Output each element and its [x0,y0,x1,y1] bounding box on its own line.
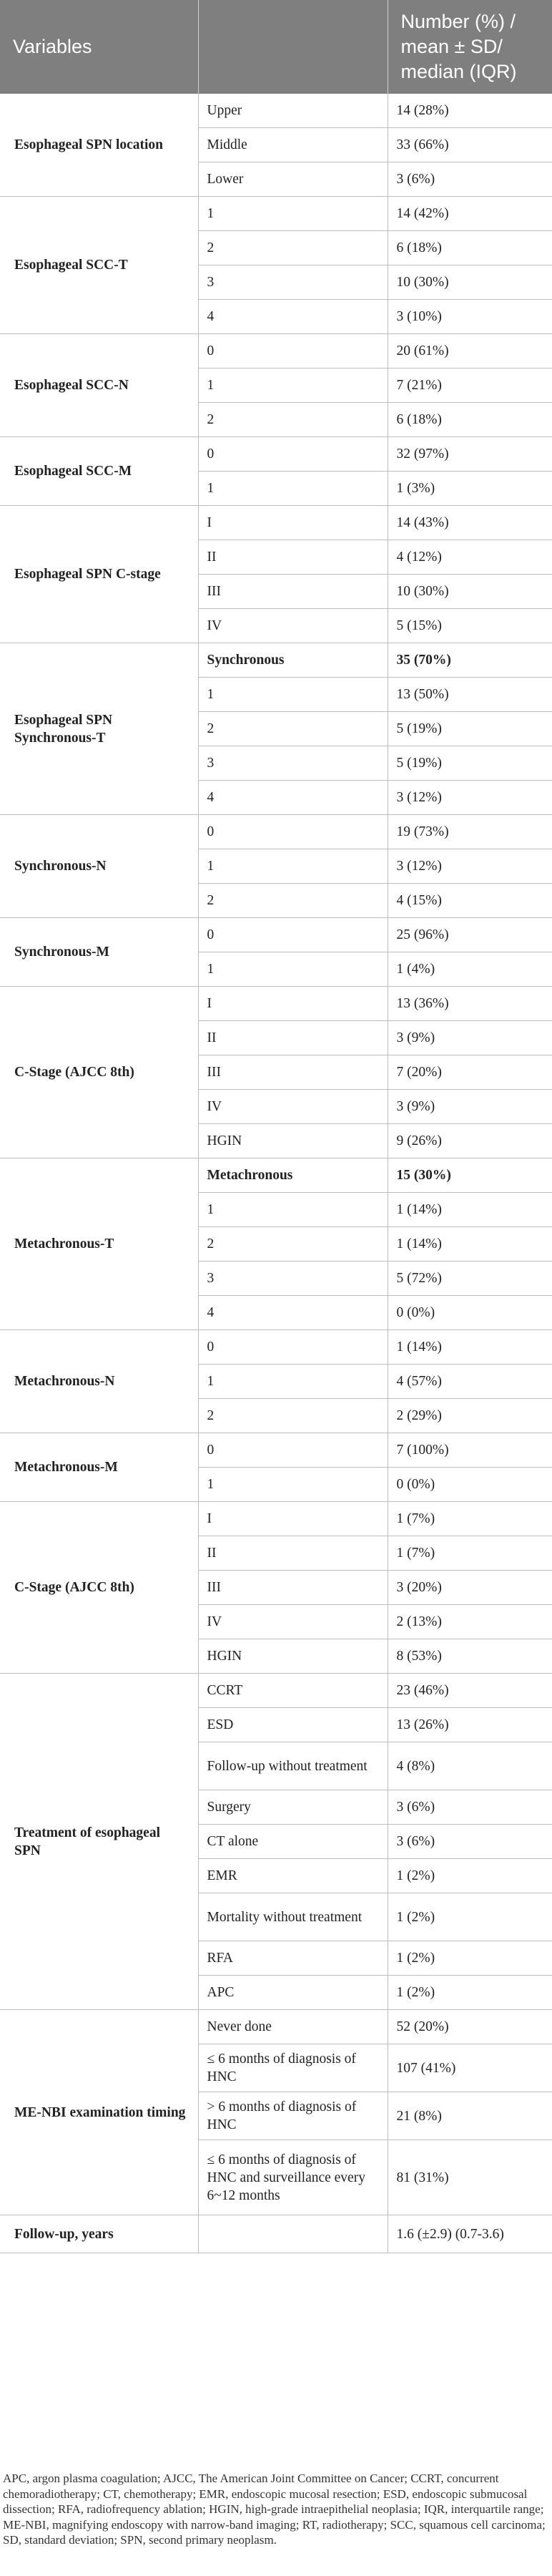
category-cell [198,2215,388,2253]
value-cell: 2 (29%) [388,1399,552,1433]
category-cell: 2 [198,1227,388,1262]
table-row [0,918,552,952]
table-row [0,197,552,231]
variable-label: C-Stage (AJCC 8th) [0,987,198,1158]
category-cell: II [198,1021,388,1055]
value-cell: 3 (9%) [388,1090,552,1124]
category-cell: 1 [198,1193,388,1227]
value-cell: 13 (50%) [388,678,552,712]
category-cell: 0 [198,918,388,952]
value-cell: 4 (57%) [388,1365,552,1399]
value-cell: 10 (30%) [388,575,552,609]
value-cell: 3 (10%) [388,300,552,334]
header-number: Number (%) / mean ± SD/ median (IQR) [388,0,552,94]
category-cell: IV [198,1605,388,1639]
category-cell: HGIN [198,1639,388,1674]
variable-label: Synchronous-M [0,918,198,987]
category-cell: IV [198,1090,388,1124]
value-cell: 1 (2%) [388,1941,552,1976]
value-cell: 1 (14%) [388,1227,552,1262]
variable-label: C-Stage (AJCC 8th) [0,1502,198,1674]
category-cell: Lower [198,162,388,197]
table-row [0,437,552,472]
table-row [0,1502,552,1536]
value-cell: 1 (2%) [388,1859,552,1893]
value-cell: 1 (3%) [388,472,552,506]
value-cell: 33 (66%) [388,128,552,162]
value-cell: 1 (2%) [388,1976,552,2010]
value-cell: 6 (18%) [388,403,552,437]
category-cell: 1 [198,369,388,403]
category-cell: 1 [198,1365,388,1399]
category-cell: III [198,575,388,609]
value-cell: 1 (4%) [388,952,552,987]
category-cell: Mortality without treatment [198,1893,388,1941]
category-cell: 4 [198,781,388,815]
table-row [0,334,552,369]
category-cell: 2 [198,403,388,437]
category-cell: 1 [198,678,388,712]
table-row [0,1433,552,1468]
category-cell: 2 [198,231,388,265]
category-cell: CCRT [198,1674,388,1708]
table-body [0,94,552,2253]
value-cell: 35 (70%) [388,643,552,678]
value-cell: 4 (8%) [388,1742,552,1790]
value-cell: 5 (19%) [388,712,552,746]
value-cell: 19 (73%) [388,815,552,849]
value-cell: 9 (26%) [388,1124,552,1158]
value-cell: 3 (9%) [388,1021,552,1055]
category-cell: RFA [198,1941,388,1976]
category-cell: 1 [198,1468,388,1502]
value-cell: 14 (42%) [388,197,552,231]
header-options [198,0,388,94]
variable-label: Esophageal SCC-M [0,437,198,506]
category-cell: Never done [198,2010,388,2044]
value-cell: 1.6 (±2.9) (0.7-3.6) [388,2215,552,2253]
value-cell: 7 (21%) [388,369,552,403]
category-cell: 0 [198,334,388,369]
value-cell: 25 (96%) [388,918,552,952]
variable-label: Metachronous-M [0,1433,198,1502]
value-cell: 1 (14%) [388,1193,552,1227]
category-cell: ≤ 6 months of diagnosis of HNC and surveillance every 6~12 months [198,2140,388,2215]
table-footnote: APC, argon plasma coagulation; AJCC, The American Joint Committee on Cancer; CCRT, concurrent chemoradiotherapy; CT, chemotherapy; EMR, endoscopic mucosal resection; ESD, endoscopic submucosal dissection; RFA, radiofrequency ablation; HGIN, high-grade intraepithelial neoplasia; IQR, interquartile range; ME-NBI, magnifying endoscopy with narrow-band imaging; RT, radiotherapy; SCC, squamous cell carcinoma; SD, standard deviation; SPN, second primary neoplasm. [3,2472,546,2547]
value-cell: 3 (12%) [388,849,552,884]
value-cell: 14 (28%) [388,94,552,128]
table-row [0,1330,552,1365]
value-cell: 7 (100%) [388,1433,552,1468]
category-cell: > 6 months of diagnosis of HNC [198,2092,388,2140]
table-row [0,643,552,678]
value-cell: 5 (72%) [388,1262,552,1296]
value-cell: 23 (46%) [388,1674,552,1708]
category-cell: 0 [198,815,388,849]
value-cell: 20 (61%) [388,334,552,369]
category-cell: 2 [198,1399,388,1433]
variable-label: Esophageal SCC-T [0,197,198,334]
category-cell: III [198,1571,388,1605]
value-cell: 3 (6%) [388,1825,552,1859]
value-cell: 21 (8%) [388,2092,552,2140]
variable-label: Esophageal SPN location [0,94,198,197]
table-row [0,2010,552,2044]
category-cell: 0 [198,1330,388,1365]
value-cell: 5 (19%) [388,746,552,781]
value-cell: 0 (0%) [388,1468,552,1502]
category-cell: I [198,1502,388,1536]
value-cell: 6 (18%) [388,231,552,265]
value-cell: 107 (41%) [388,2044,552,2092]
table-row [0,506,552,540]
header-row [0,0,552,94]
category-cell: ≤ 6 months of diagnosis of HNC [198,2044,388,2092]
variable-label: Treatment of esophageal SPN [0,1674,198,2010]
variable-label: Follow-up, years [0,2215,198,2253]
category-cell: Middle [198,128,388,162]
value-cell: 8 (53%) [388,1639,552,1674]
category-cell: II [198,1536,388,1571]
value-cell: 3 (6%) [388,162,552,197]
value-cell: 10 (30%) [388,265,552,300]
value-cell: 15 (30%) [388,1158,552,1193]
value-cell: 81 (31%) [388,2140,552,2215]
value-cell: 4 (15%) [388,884,552,918]
category-cell: 3 [198,1262,388,1296]
category-cell: 0 [198,437,388,472]
category-cell: Synchronous [198,643,388,678]
category-cell: Upper [198,94,388,128]
category-cell: 2 [198,712,388,746]
variable-label: Metachronous-T [0,1158,198,1330]
value-cell: 3 (12%) [388,781,552,815]
table-row [0,2215,552,2253]
value-cell: 13 (36%) [388,987,552,1021]
value-cell: 13 (26%) [388,1708,552,1742]
category-cell: 1 [198,472,388,506]
variable-label: Esophageal SPN Synchronous-T [0,643,198,815]
category-cell: EMR [198,1859,388,1893]
variable-label: Esophageal SCC-N [0,334,198,437]
category-cell: IV [198,609,388,643]
variable-label: Metachronous-N [0,1330,198,1433]
value-cell: 7 (20%) [388,1055,552,1090]
value-cell: 1 (7%) [388,1502,552,1536]
category-cell: APC [198,1976,388,2010]
category-cell: 4 [198,1296,388,1330]
table-row [0,815,552,849]
value-cell: 1 (2%) [388,1893,552,1941]
value-cell: 3 (20%) [388,1571,552,1605]
table-row [0,1158,552,1193]
variable-label: ME-NBI examination timing [0,2010,198,2215]
category-cell: II [198,540,388,575]
category-cell: I [198,506,388,540]
category-cell: HGIN [198,1124,388,1158]
category-cell: CT alone [198,1825,388,1859]
category-cell: 3 [198,265,388,300]
category-cell: ESD [198,1708,388,1742]
category-cell: 1 [198,197,388,231]
category-cell: Follow-up without treatment [198,1742,388,1790]
category-cell: 3 [198,746,388,781]
table-row [0,94,552,128]
value-cell: 1 (14%) [388,1330,552,1365]
table-row [0,987,552,1021]
value-cell: 1 (7%) [388,1536,552,1571]
variable-label: Esophageal SPN C-stage [0,506,198,643]
table-header [0,0,552,94]
category-cell: 2 [198,884,388,918]
category-cell: III [198,1055,388,1090]
table-row [0,1674,552,1708]
value-cell: 32 (97%) [388,437,552,472]
value-cell: 5 (15%) [388,609,552,643]
header-variables: Variables [0,0,198,94]
category-cell: Metachronous [198,1158,388,1193]
category-cell: 1 [198,952,388,987]
value-cell: 14 (43%) [388,506,552,540]
category-cell: I [198,987,388,1021]
category-cell: 4 [198,300,388,334]
value-cell: 2 (13%) [388,1605,552,1639]
category-cell: Surgery [198,1790,388,1825]
value-cell: 52 (20%) [388,2010,552,2044]
category-cell: 1 [198,849,388,884]
category-cell: 0 [198,1433,388,1468]
value-cell: 0 (0%) [388,1296,552,1330]
value-cell: 4 (12%) [388,540,552,575]
value-cell: 3 (6%) [388,1790,552,1825]
variable-label: Synchronous-N [0,815,198,918]
